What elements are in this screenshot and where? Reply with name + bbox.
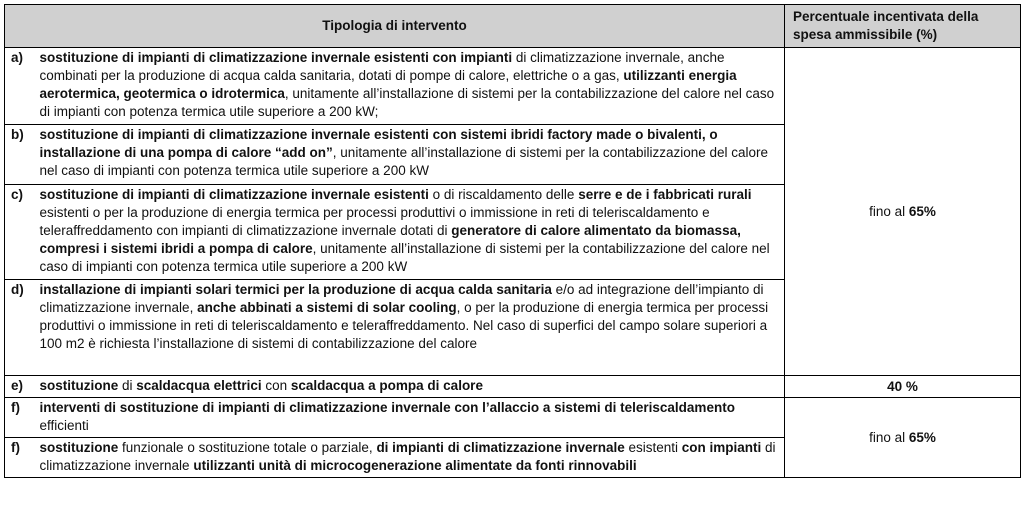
row-letter: c)	[5, 185, 38, 280]
text-segment: con	[261, 378, 291, 393]
bold-text-segment: interventi di sostituzione di impianti di climatizzazione invernale con l’allaccio a sistemi di teleriscaldamento	[39, 400, 735, 415]
row-letter: e)	[5, 376, 38, 398]
table-row	[5, 376, 1021, 398]
row-letter: f)	[5, 398, 38, 438]
text-segment: di climatizzazione invernale, anche combinati per la produzione di acqua calda sanitaria, dotati di pompe di calore, elettriche o a gas,	[39, 50, 725, 83]
text-segment: efficienti	[39, 418, 89, 433]
percentage-value: 65%	[908, 429, 936, 445]
text-segment: di climatizzazione invernale	[39, 440, 776, 473]
table-header-row	[5, 5, 1021, 48]
row-description	[38, 185, 785, 280]
bold-text-segment: sostituzione di impianti di climatizzazione invernale esistenti con sistemi ibridi factory made o bivalenti, o installazione di una pompa di calore “add on”	[39, 127, 718, 160]
header-percentuale: Percentuale incentivata della spesa ammissibile (%)	[785, 5, 1021, 48]
bold-text-segment: generatore di calore alimentato da biomassa, compresi i sistemi ibridi a pompa di calore	[39, 223, 741, 256]
table-row	[5, 398, 1021, 438]
percentage-value: 40 %	[887, 378, 918, 394]
bold-text-segment: anche abbinati a sistemi di solar cooling	[197, 300, 457, 315]
bold-text-segment: scaldacqua elettrici	[136, 378, 262, 393]
percentage-cell	[785, 376, 1021, 398]
text-segment: , o per la produzione di energia termica per processi produttivi o immissione in reti di teleriscaldamento e teleraffreddamento. Nel caso di superfici del campo solare superiori a 100 m2 è richiesta l’installazione di sistemi di contabilizzazione del calore	[39, 300, 769, 351]
text-segment: , unitamente all’installazione di sistemi per la contabilizzazione del calore nel caso di impianti con potenza termica utile superiore a 200 kW;	[39, 86, 775, 119]
bold-text-segment: sostituzione di impianti di climatizzazione invernale esistenti con impianti	[39, 50, 513, 65]
row-description	[38, 48, 785, 125]
text-segment: o di riscaldamento delle	[428, 187, 579, 202]
row-description	[38, 376, 785, 398]
bold-text-segment: scaldacqua a pompa di calore	[290, 378, 483, 393]
percentage-prefix: fino al	[869, 203, 909, 219]
text-segment: esistenti	[624, 440, 682, 455]
bold-text-segment: utilizzanti unità di microcogenerazione alimentate da fonti rinnovabili	[193, 458, 637, 473]
row-description	[38, 438, 785, 478]
row-description	[38, 280, 785, 376]
text-segment: esistenti o per la produzione di energia termica per processi produttivi o immissione in reti di teleriscaldamento e teleraffreddamento con impianti di climatizzazione invernale dotati di	[39, 205, 710, 238]
percentage-value: 65%	[908, 203, 936, 219]
text-segment: di	[118, 378, 137, 393]
row-letter: f)	[5, 438, 38, 478]
percentage-cell	[785, 48, 1021, 376]
text-segment: , unitamente all’installazione di sistemi per la contabilizzazione del calore nel caso di impianti con potenza termica utile superiore a 200 kW	[39, 145, 769, 178]
row-letter: a)	[5, 48, 38, 125]
text-segment: , unitamente all’installazione di sistemi per la contabilizzazione del calore nel caso di impianti con potenza termica utile superiore a 200 kW	[39, 241, 770, 274]
percentage-prefix: fino al	[869, 429, 909, 445]
row-description	[38, 125, 785, 185]
bold-text-segment: installazione di impianti solari termici per la produzione di acqua calda sanitaria	[39, 282, 552, 297]
row-description	[38, 398, 785, 438]
row-letter: b)	[5, 125, 38, 185]
bold-text-segment: sostituzione	[39, 378, 119, 393]
percentage-cell	[785, 398, 1021, 478]
bold-text-segment: utilizzanti energia aerotermica, geotermica o idrotermica	[39, 68, 737, 101]
incentive-table	[4, 4, 1021, 478]
bold-text-segment: sostituzione	[39, 440, 119, 455]
bold-text-segment: sostituzione di impianti di climatizzazione invernale esistenti	[39, 187, 429, 202]
text-segment: funzionale o sostituzione totale o parziale,	[118, 440, 377, 455]
table-row	[5, 48, 1021, 125]
bold-text-segment: con impianti	[681, 440, 762, 455]
row-letter: d)	[5, 280, 38, 376]
bold-text-segment: di impianti di climatizzazione invernale	[376, 440, 625, 455]
bold-text-segment: serre e de i fabbricati rurali	[578, 187, 752, 202]
text-segment: e/o ad integrazione dell’impianto di climatizzazione invernale,	[39, 282, 764, 315]
header-tipologia: Tipologia di intervento	[5, 5, 785, 48]
